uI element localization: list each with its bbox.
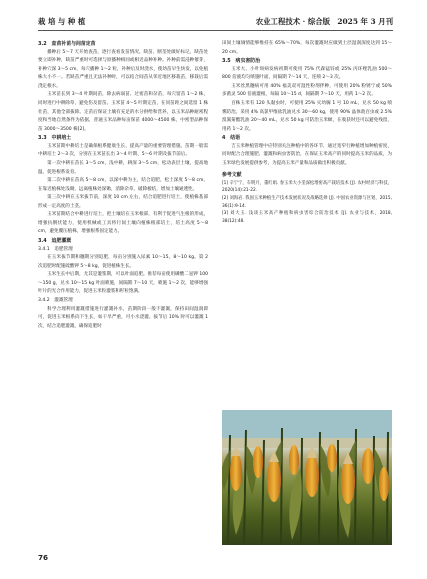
reference-item: [3] 刘大玉. 浅谈玉米高产种植和病虫害综合防治技术 [J]. 农业与技术，2018, 38(12):48. [222, 211, 392, 225]
heading-3-4-1: 3.4.1 追肥管理 [38, 246, 73, 252]
paragraph: 播种后 5～7 天开始查苗，逐行查看发苗情况。缺苗、断垄处做好标记，缺苗处要立即补种，缺苗严重时可选择与原播种相同或相近品种补种。补种前需浸种催芽，补种穴深 3～5 cm，每穴播种 1～2 粒，补种后及时浇水，使幼苗早生快发，以免植株大小不一。若缺苗严重且无法补种时，可以结合间苗从邻近地区移栽苗，移栽后需浇定根水。 [38, 49, 208, 89]
references-title: 参考文献 [222, 171, 242, 178]
paragraph: 第三次中耕在玉米拔节前，深度 10 cm 左右，结合追肥进行培土，使植株基部形成一定高度的土垄。 [38, 195, 208, 209]
heading-4: 4 结语 [222, 135, 241, 142]
paragraph: 科学合理利用灌溉措施进行灌溉补水，苗期阶段一般不灌溉，保持田间湿润即可，促进玉米根系向下生长，如干旱严重，可小水浇灌。拔节后 10% 时可以灌溉 1 次，结合追肥灌溉，确保追肥时 [38, 306, 208, 329]
reference-item: [2] 刘海岩. 我国玉米种植生产技术发展状况及战略选择 [J]. 中国农业资源与区划，2015, 36(1):9-14. [222, 195, 392, 209]
paragraph: 第一次中耕在苗长 3～5 cm，浅中耕，耕深 3～5 cm，松动表层土壤，提高地温，促进根系发育。 [38, 160, 208, 175]
paragraph: 田间土壤墒情能够维持在 65%～70%，每次灌溉时应做到土层湿润深度达到 15～20 cm。 [222, 41, 392, 55]
paragraph: 玉米苗期中耕培土是确保根系健康生长、提高产量的重要管理措施。苗期一般需中耕培土 2～3 次，分别在玉米苗长出 3～4 叶期、5～6 叶期及拔节前后。 [38, 143, 208, 158]
running-header [38, 16, 393, 30]
reference-item: [1] 辛宁宁，车明月，董红娟. 春玉米大小垄深松增密高产栽培技术 [J]. 农村经济与科技，2020(14):21-22. [222, 180, 392, 194]
heading-3-4: 3.4 追肥灌溉 [38, 237, 72, 244]
heading-3-4-2: 3.4.2 灌溉管理 [38, 297, 73, 303]
cornfield-illustration [222, 410, 392, 545]
paragraph: 玉米生长中后期，尤其是灌浆期，可以叶面追肥。推荐每亩使用磷酸二氢钾 100～150 g，兑水 10～15 kg 叶面喷施，间隔期 7～10 天，喷施 1～2 次，能够增强叶片的光合作用能力，促进玉米粒灌浆和籽粒饱满。 [38, 272, 208, 295]
paragraph: 百株玉米有 120 头黏虫时，可使用 25% 灭幼脲 1 号 10 mL，兑水 50 kg 喷雾防治。采用 4% 高氯甲维盐乳油兑水 30～60 kg，使用 90% 晶体敌百虫或 2.5% 溴氰菊酯乳油 20～40 mL，兑水 50 kg 可防治玉米螟，在收获时还可以避免残留，用药 1～2 次。 [222, 100, 392, 132]
paragraph: 玉米苗期结合中耕进行培土，把土壤培在玉米根部，有利于促进气生根的形成，增强抗倒伏能力，使用机械或工具将行间土壤向植株根部培土，培土高度 5～8 cm，避免覆压植株，增强根系固定能力。 [38, 212, 208, 235]
cornfield-photo [222, 410, 392, 545]
paragraph: 在玉米拔节期和穗期分别追肥，每亩分别施入尿素 10～15、8～10 kg。第 2 次追肥时配施硫酸钾 5～8 kg，促进植株生长。 [38, 255, 208, 269]
section-label: 栽 培 与 种 植 [38, 17, 86, 26]
journal-title: 农业工程技术 · 综合版 2025 年 3 月刊 [255, 17, 393, 26]
paragraph: 第二次中耕在苗高 5～8 cm，以深中耕为主，结合追肥，松土深度 5～8 cm，在靠近植株处浅锄，远离植株处深锄，消除杂草，破除板结，增加土壤通透性。 [38, 178, 208, 192]
paragraph: 玉米丝黑穗病可用 40% 福美双可湿性粉剂拌种，可使用 20% 粉锈宁或 50% 多菌灵 500 倍液灌根，每隔 10～15 d，间隔期 7～10 天，用药 1～2 次。 [222, 83, 392, 98]
heading-3-2: 3.2 查苗补苗与间苗定苗 [38, 41, 96, 47]
paragraph: 吉玉米种植管理中应特别关注种植中的各环节，通过宽窄行种植增加种植密度，同时配合合理施肥、灌溉和病虫害防治，在保证玉米高产的同时提高玉米的品质，为玉米绿色发展提供参考，为提高玉米产量和品质做出积极贡献。 [222, 143, 392, 166]
paragraph: 玉米苗长到 3～4 叶期间苗，除去病弱苗、过密苗和杂苗，每穴留苗 1～2 株，同时进行中耕除草，避免伤及留苗。玉米苗 4～5 叶期定苗，在同苗距之间选留 1 株壮苗，其他全部拔除。定苗后保证土壤有充足的水分供给和营养，以玉米品种耐密程度和当地自然条件为依据，普通玉米品种每亩保苗 4000～4500 株，中密型品种保苗 3000～3500 株[2]。 [38, 92, 208, 132]
heading-3-5: 3.5 病虫害防治 [222, 58, 261, 65]
page-number: 76 [38, 553, 49, 562]
paragraph: 玉米大、小叶斑病发病初期可使用 75% 代森锰锌或 25% 丙环唑乳油 500～800 倍液均匀喷施叶面，间隔期 7～14 天，连喷 2～3 次。 [222, 66, 392, 81]
header-rule [38, 30, 393, 31]
heading-3-3: 3.3 中耕培土 [38, 135, 72, 142]
left-column [38, 40, 208, 331]
right-column [222, 40, 392, 226]
